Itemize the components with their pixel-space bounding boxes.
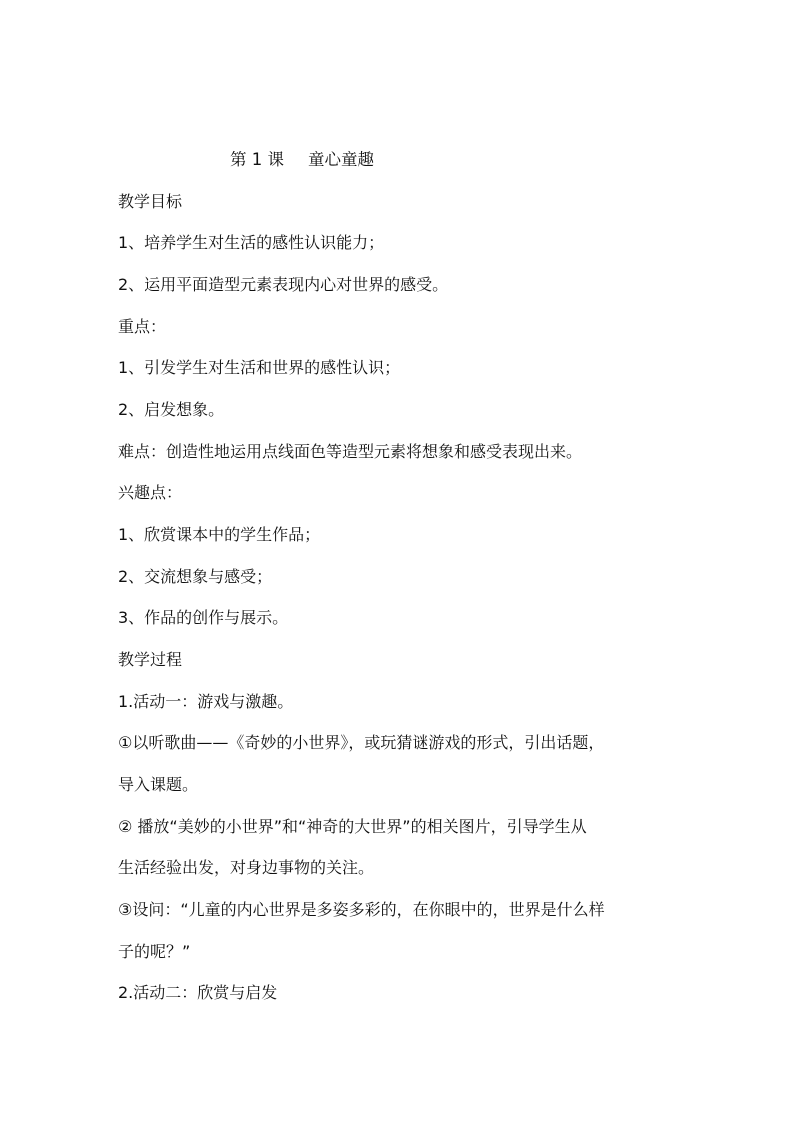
objective-item: 1、培养学生对生活的感性认识能力； bbox=[118, 233, 385, 252]
section-heading-process: 教学过程 bbox=[118, 650, 183, 669]
process-paragraph: 生活经验出发，对身边事物的关注。 bbox=[118, 858, 375, 877]
lesson-name: 童心童趣 bbox=[308, 150, 374, 169]
activity-heading: 2.活动二：欣赏与启发 bbox=[118, 983, 278, 1002]
objective-item: 2、运用平面造型元素表现内心对世界的感受。 bbox=[118, 275, 449, 294]
interest-item: 3、作品的创作与展示。 bbox=[118, 608, 289, 627]
key-point-item: 2、启发想象。 bbox=[118, 400, 225, 419]
section-heading-key-points: 重点： bbox=[118, 317, 167, 336]
process-paragraph: ①以听歌曲——《奇妙的小世界》，或玩猜谜游戏的形式，引出话题， bbox=[118, 733, 605, 752]
process-paragraph: 子的呢？” bbox=[118, 942, 191, 961]
process-paragraph: ② 播放“美妙的小世界”和“神奇的大世界”的相关图片，引导学生从 bbox=[118, 817, 587, 836]
interest-item: 2、交流想象与感受； bbox=[118, 567, 273, 586]
process-paragraph: 导入课题。 bbox=[118, 775, 199, 794]
interest-item: 1、欣赏课本中的学生作品； bbox=[118, 525, 321, 544]
lesson-title bbox=[230, 146, 374, 174]
section-heading-objectives: 教学目标 bbox=[118, 192, 183, 211]
key-point-item: 1、引发学生对生活和世界的感性认识； bbox=[118, 358, 401, 377]
lesson-number: 第 1 课 bbox=[230, 150, 284, 169]
difficulty-paragraph: 难点：创造性地运用点线面色等造型元素将想象和感受表现出来。 bbox=[118, 442, 583, 461]
process-paragraph: ③设问：“儿童的内心世界是多姿多彩的，在你眼中的，世界是什么样 bbox=[118, 900, 605, 919]
activity-heading: 1.活动一：游戏与激趣。 bbox=[118, 692, 294, 711]
section-heading-interest: 兴趣点： bbox=[118, 483, 183, 502]
